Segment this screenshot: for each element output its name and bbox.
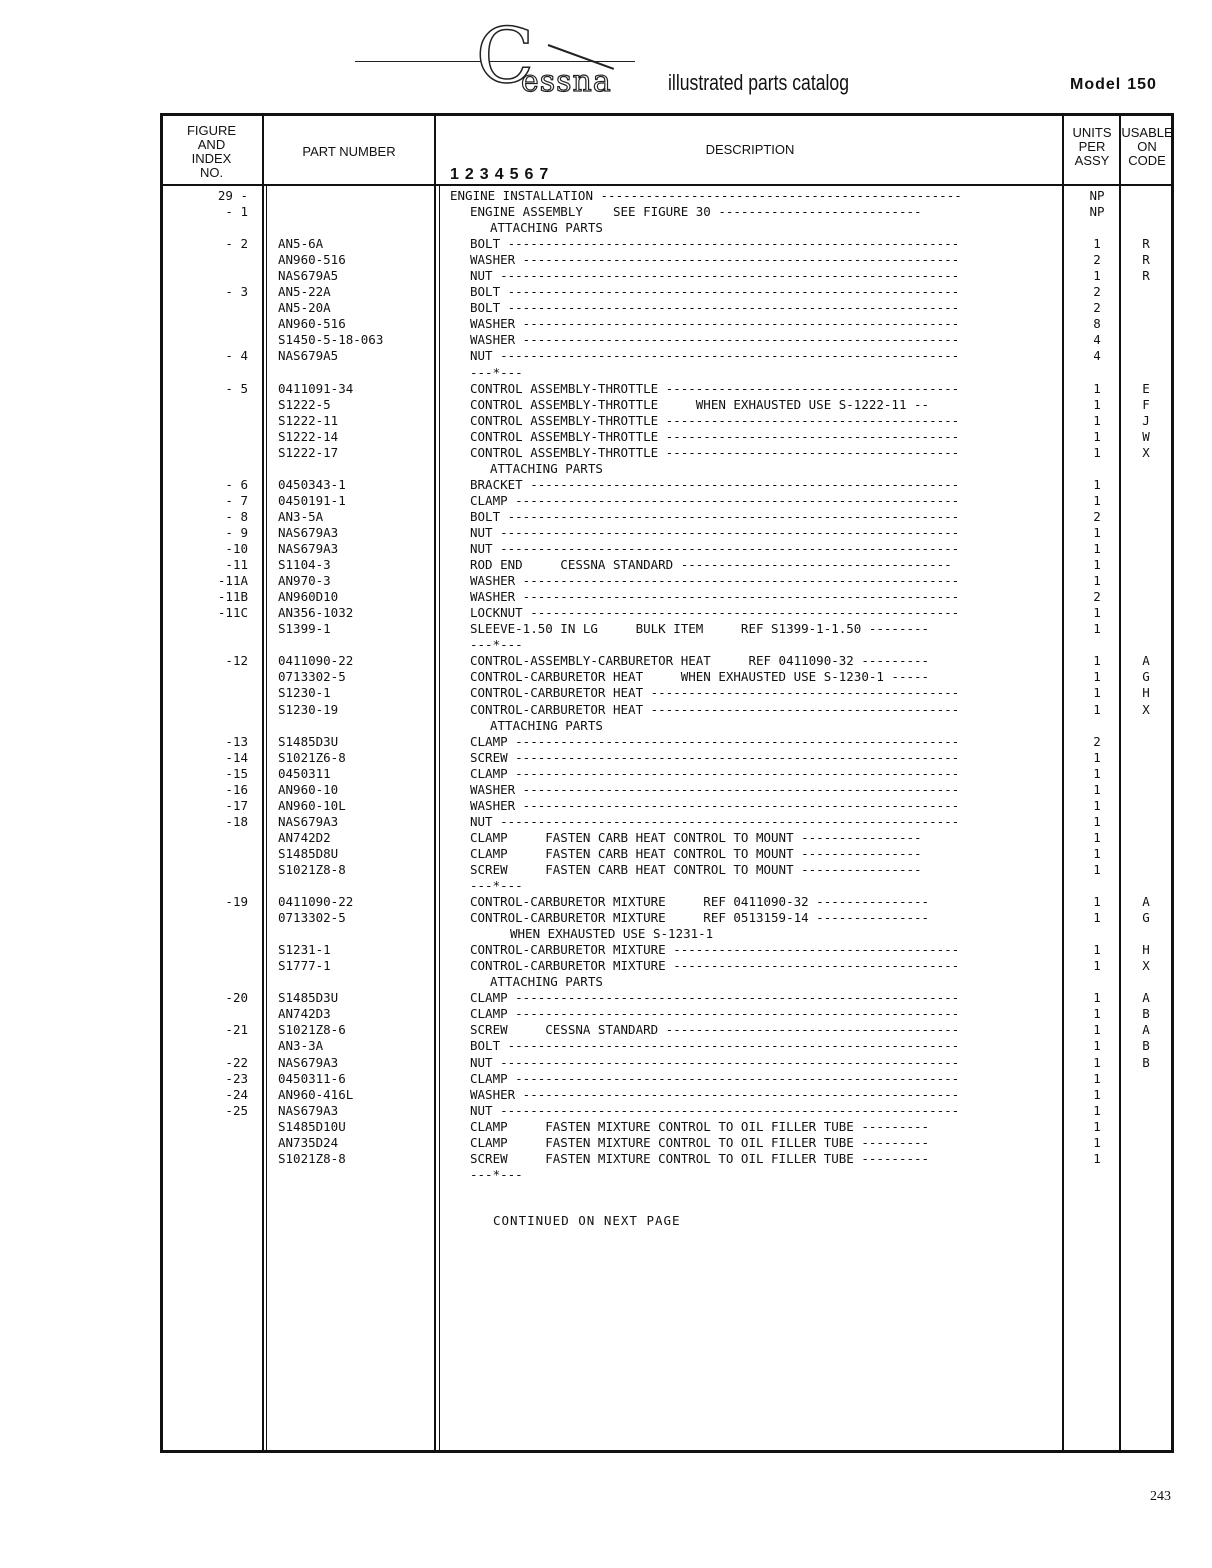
table-row	[160, 1151, 1174, 1167]
units-per-assy: 1	[1093, 1038, 1101, 1054]
part-description: ATTACHING PARTS	[490, 220, 603, 236]
part-description: CONTROL ASSEMBLY-THROTTLE ---------------------------------------	[470, 412, 960, 428]
index-number: - 2	[225, 236, 248, 252]
part-description: SLEEVE-1.50 IN LG BULK ITEM REF S1399-1-1.50 --------	[470, 621, 930, 637]
page-header	[0, 0, 1212, 110]
part-number: S1104-3	[278, 557, 331, 573]
units-per-assy: 1	[1093, 910, 1101, 926]
part-number: 0450343-1	[278, 476, 346, 492]
part-description: NUT -------------------------------------------------------------	[470, 268, 960, 284]
usable-on-code: A	[1142, 894, 1150, 910]
table-row	[160, 316, 1174, 332]
units-per-assy: 1	[1093, 653, 1101, 669]
index-number: -19	[225, 894, 248, 910]
model-label: Model 150	[1070, 76, 1157, 93]
table-row	[160, 685, 1174, 701]
units-per-assy: 1	[1093, 492, 1101, 508]
table-row	[160, 1038, 1174, 1054]
part-description: SCREW FASTEN MIXTURE CONTROL TO OIL FILLER TUBE ---------	[470, 1150, 930, 1166]
usable-on-code: H	[1142, 942, 1150, 958]
units-per-assy: 1	[1093, 797, 1101, 813]
part-number: S1230-1	[278, 685, 331, 701]
index-number: -15	[225, 765, 248, 781]
units-per-assy: 1	[1093, 765, 1101, 781]
units-per-assy: 1	[1093, 621, 1101, 637]
part-description: SCREW FASTEN CARB HEAT CONTROL TO MOUNT ----------------	[470, 861, 922, 877]
index-number: -20	[225, 990, 248, 1006]
part-number: AN3-3A	[278, 1038, 324, 1054]
part-description: CLAMP FASTEN CARB HEAT CONTROL TO MOUNT ----------------	[470, 829, 922, 845]
units-per-assy: 1	[1093, 701, 1101, 717]
table-row	[160, 268, 1174, 284]
part-number: 0411090-22	[278, 894, 354, 910]
part-number: AN5-22A	[278, 284, 331, 300]
units-per-assy: 2	[1093, 300, 1101, 316]
units-per-assy: 1	[1093, 444, 1101, 460]
parts-list	[160, 188, 1174, 1183]
part-description: WASHER ----------------------------------------------------------	[470, 316, 960, 332]
table-row	[160, 188, 1174, 204]
units-per-assy: 1	[1093, 428, 1101, 444]
part-description: CONTROL-CARBURETOR MIXTURE REF 0513159-14 ---------------	[470, 910, 930, 926]
usable-on-code: R	[1142, 268, 1150, 284]
part-number: 0411091-34	[278, 380, 354, 396]
table-row	[160, 525, 1174, 541]
part-number: AN742D3	[278, 1006, 331, 1022]
units-per-assy: 1	[1093, 1070, 1101, 1086]
units-per-assy: 1	[1093, 813, 1101, 829]
part-description: CONTROL ASSEMBLY-THROTTLE WHEN EXHAUSTED USE S-1222-11 --	[470, 396, 930, 412]
usable-on-code: G	[1142, 910, 1150, 926]
part-description: WASHER ----------------------------------------------------------	[470, 1086, 960, 1102]
units-per-assy: 1	[1093, 1022, 1101, 1038]
table-row	[160, 381, 1174, 397]
part-description: CONTROL-CARBURETOR MIXTURE --------------------------------------	[470, 958, 960, 974]
table-row	[160, 332, 1174, 348]
part-description: CLAMP -----------------------------------------------------------	[470, 1070, 960, 1086]
index-number: 29 -	[217, 188, 248, 203]
part-description: ---*---	[470, 364, 523, 380]
part-description: CONTROL-CARBURETOR MIXTURE --------------------------------------	[470, 942, 960, 958]
part-description: CONTROL ASSEMBLY-THROTTLE ---------------------------------------	[470, 380, 960, 396]
part-number: AN970-3	[278, 573, 331, 589]
part-number: AN960-516	[278, 252, 346, 268]
usable-on-code: A	[1142, 990, 1150, 1006]
part-number: AN5-6A	[278, 236, 324, 252]
units-per-assy: 1	[1093, 541, 1101, 557]
units-per-assy: 1	[1093, 1054, 1101, 1070]
table-row	[160, 669, 1174, 685]
table-row	[160, 1103, 1174, 1119]
usable-on-code: A	[1142, 653, 1150, 669]
part-description: CLAMP -----------------------------------------------------------	[470, 492, 960, 508]
units-per-assy: 1	[1093, 990, 1101, 1006]
units-per-assy: 1	[1093, 845, 1101, 861]
table-row	[160, 942, 1174, 958]
part-number: S1485D10U	[278, 1118, 346, 1134]
units-per-assy: 1	[1093, 380, 1101, 396]
table-row	[160, 798, 1174, 814]
table-row	[160, 974, 1174, 990]
part-number: NAS679A3	[278, 1054, 339, 1070]
part-number: NAS679A3	[278, 524, 339, 540]
units-per-assy: 8	[1093, 316, 1101, 332]
table-row	[160, 284, 1174, 300]
index-number: -11A	[217, 573, 248, 589]
usable-on-code: X	[1142, 444, 1150, 460]
part-number: S1021Z8-8	[278, 1150, 346, 1166]
table-row	[160, 204, 1174, 220]
table-row	[160, 653, 1174, 669]
units-per-assy: 1	[1093, 1150, 1101, 1166]
units-per-assy: 1	[1093, 958, 1101, 974]
part-number: NAS679A5	[278, 268, 339, 284]
usable-on-code: J	[1142, 412, 1150, 428]
part-number: S1485D8U	[278, 845, 339, 861]
part-description: NUT -------------------------------------------------------------	[470, 813, 960, 829]
table-row	[160, 300, 1174, 316]
units-per-assy: 1	[1093, 557, 1101, 573]
table-row	[160, 1055, 1174, 1071]
units-per-assy: 1	[1093, 1134, 1101, 1150]
units-per-assy: 1	[1093, 669, 1101, 685]
part-number: 0450311-6	[278, 1070, 346, 1086]
part-number: S1231-1	[278, 942, 331, 958]
part-description: LOCKNUT ---------------------------------------------------------	[470, 605, 960, 621]
index-number: - 3	[225, 284, 248, 300]
units-per-assy: 1	[1093, 1118, 1101, 1134]
part-number: 0450311	[278, 765, 331, 781]
usable-on-code: B	[1142, 1006, 1150, 1022]
index-number: -22	[225, 1054, 248, 1070]
part-description: CONTROL ASSEMBLY-THROTTLE ---------------------------------------	[470, 444, 960, 460]
part-description: CONTROL ASSEMBLY-THROTTLE ---------------------------------------	[470, 428, 960, 444]
index-number: - 9	[225, 524, 248, 540]
table-row	[160, 413, 1174, 429]
index-number: -11C	[217, 605, 248, 621]
index-number: - 8	[225, 508, 248, 524]
table-row	[160, 236, 1174, 252]
part-description: ATTACHING PARTS	[490, 717, 603, 733]
header-figure-index: FIGURE AND INDEX NO.	[186, 123, 237, 180]
index-number: -23	[225, 1070, 248, 1086]
table-row	[160, 637, 1174, 653]
catalog-title: illustrated parts catalog	[668, 70, 849, 95]
units-per-assy: 1	[1093, 412, 1101, 428]
table-row	[160, 750, 1174, 766]
header-usable-on-code: USABLE ON CODE	[1121, 125, 1173, 168]
usable-on-code: H	[1142, 685, 1150, 701]
table-row	[160, 429, 1174, 445]
index-number: -21	[225, 1022, 248, 1038]
table-row	[160, 365, 1174, 381]
units-per-assy: 1	[1093, 861, 1101, 877]
part-number: S1021Z8-8	[278, 861, 346, 877]
part-description: ---*---	[470, 637, 523, 653]
part-description: BOLT ------------------------------------------------------------	[470, 236, 960, 252]
units-per-assy: 2	[1093, 508, 1101, 524]
part-number: AN960-10L	[278, 797, 346, 813]
page-number: 243	[1150, 1489, 1171, 1504]
part-number: NAS679A3	[278, 1102, 339, 1118]
part-number: AN960-516	[278, 316, 346, 332]
part-number: AN735D24	[278, 1134, 339, 1150]
indent-level-digits: 1234567	[450, 166, 555, 183]
part-number: S1450-5-18-063	[278, 332, 384, 348]
index-number: -17	[225, 797, 248, 813]
usable-on-code: X	[1142, 958, 1150, 974]
part-description: SCREW CESSNA STANDARD ---------------------------------------	[470, 1022, 960, 1038]
part-description: NUT -------------------------------------------------------------	[470, 1102, 960, 1118]
index-number: -13	[225, 733, 248, 749]
index-number: -25	[225, 1102, 248, 1118]
part-description: CLAMP -----------------------------------------------------------	[470, 1006, 960, 1022]
part-number: S1021Z6-8	[278, 749, 346, 765]
units-per-assy: 1	[1093, 894, 1101, 910]
index-number: -24	[225, 1086, 248, 1102]
usable-on-code: B	[1142, 1054, 1150, 1070]
index-number: -14	[225, 749, 248, 765]
part-description: ---*---	[470, 1166, 523, 1182]
part-description: CLAMP FASTEN MIXTURE CONTROL TO OIL FILLER TUBE ---------	[470, 1134, 930, 1150]
units-per-assy: 1	[1093, 749, 1101, 765]
part-description: CONTROL-CARBURETOR MIXTURE REF 0411090-32 ---------------	[470, 894, 930, 910]
table-row	[160, 220, 1174, 236]
table-row	[160, 509, 1174, 525]
index-number: - 5	[225, 380, 248, 396]
part-description: ATTACHING PARTS	[490, 460, 603, 476]
part-number: S1222-14	[278, 428, 339, 444]
index-number: - 4	[225, 348, 248, 364]
part-number: S1021Z8-6	[278, 1022, 346, 1038]
table-row	[160, 621, 1174, 637]
index-number: -12	[225, 653, 248, 669]
part-number: AN356-1032	[278, 605, 354, 621]
units-per-assy: NP	[1089, 188, 1105, 203]
part-description: ENGINE ASSEMBLY SEE FIGURE 30 ---------------------------	[470, 204, 922, 220]
units-per-assy: 1	[1093, 781, 1101, 797]
table-row	[160, 1071, 1174, 1087]
part-description: ---*---	[470, 878, 523, 894]
table-row	[160, 1135, 1174, 1151]
part-description: BOLT ------------------------------------------------------------	[470, 508, 960, 524]
usable-on-code: W	[1142, 428, 1150, 444]
part-number: S1777-1	[278, 958, 331, 974]
usable-on-code: F	[1142, 396, 1150, 412]
table-row	[160, 541, 1174, 557]
units-per-assy: 1	[1093, 524, 1101, 540]
part-description: BOLT ------------------------------------------------------------	[470, 1038, 960, 1054]
part-number: 0713302-5	[278, 669, 346, 685]
part-description: CONTROL-CARBURETOR HEAT -----------------------------------------	[470, 701, 960, 717]
units-per-assy: 2	[1093, 733, 1101, 749]
part-description: CONTROL-CARBURETOR HEAT WHEN EXHAUSTED USE S-1230-1 -----	[470, 669, 930, 685]
index-number: - 1	[225, 204, 248, 220]
units-per-assy: 2	[1093, 252, 1101, 268]
table-row	[160, 846, 1174, 862]
part-description: WASHER ----------------------------------------------------------	[470, 332, 960, 348]
part-number: AN3-5A	[278, 508, 324, 524]
table-row	[160, 557, 1174, 573]
part-number: NAS679A5	[278, 348, 339, 364]
units-per-assy: 1	[1093, 236, 1101, 252]
table-row	[160, 990, 1174, 1006]
index-number: - 6	[225, 476, 248, 492]
index-number: - 7	[225, 492, 248, 508]
part-description: WASHER ----------------------------------------------------------	[470, 797, 960, 813]
table-row	[160, 1119, 1174, 1135]
table-row	[160, 766, 1174, 782]
part-number: S1222-17	[278, 444, 339, 460]
table-row	[160, 1022, 1174, 1038]
units-per-assy: 1	[1093, 1086, 1101, 1102]
table-row	[160, 477, 1174, 493]
part-description: SCREW -----------------------------------------------------------	[470, 749, 960, 765]
part-description: ATTACHING PARTS	[490, 974, 603, 990]
part-description: BRACKET ---------------------------------------------------------	[470, 476, 960, 492]
table-row	[160, 718, 1174, 734]
part-number: S1230-19	[278, 701, 339, 717]
table-row	[160, 1167, 1174, 1183]
usable-on-code: E	[1142, 380, 1150, 396]
part-number: AN742D2	[278, 829, 331, 845]
part-description: NUT -------------------------------------------------------------	[470, 1054, 960, 1070]
units-per-assy: 2	[1093, 284, 1101, 300]
header-divider	[160, 184, 1174, 186]
units-per-assy: 1	[1093, 1102, 1101, 1118]
part-description: ENGINE INSTALLATION ------------------------------------------------	[450, 188, 962, 203]
units-per-assy: 1	[1093, 829, 1101, 845]
part-description: CLAMP -----------------------------------------------------------	[470, 765, 960, 781]
units-per-assy: 1	[1093, 942, 1101, 958]
usable-on-code: B	[1142, 1038, 1150, 1054]
units-per-assy: NP	[1089, 204, 1105, 220]
part-number: S1485D3U	[278, 990, 339, 1006]
index-number: -18	[225, 813, 248, 829]
units-per-assy: 1	[1093, 573, 1101, 589]
units-per-assy: 1	[1093, 268, 1101, 284]
part-description: CONTROL-ASSEMBLY-CARBURETOR HEAT REF 0411090-32 ---------	[470, 653, 930, 669]
units-per-assy: 1	[1093, 396, 1101, 412]
part-number: S1399-1	[278, 621, 331, 637]
table-row	[160, 782, 1174, 798]
part-description: WASHER ----------------------------------------------------------	[470, 589, 960, 605]
units-per-assy: 4	[1093, 348, 1101, 364]
model-number: 150	[1127, 76, 1157, 93]
units-per-assy: 1	[1093, 1006, 1101, 1022]
cessna-logo-word: essna	[521, 64, 612, 99]
table-row	[160, 926, 1174, 942]
units-per-assy: 1	[1093, 605, 1101, 621]
part-number: NAS679A3	[278, 541, 339, 557]
part-description: CLAMP -----------------------------------------------------------	[470, 733, 960, 749]
table-row	[160, 445, 1174, 461]
units-per-assy: 1	[1093, 476, 1101, 492]
usable-on-code: X	[1142, 701, 1150, 717]
part-number: 0713302-5	[278, 910, 346, 926]
units-per-assy: 1	[1093, 685, 1101, 701]
part-number: S1485D3U	[278, 733, 339, 749]
part-description: NUT -------------------------------------------------------------	[470, 524, 960, 540]
part-description: CONTROL-CARBURETOR HEAT -----------------------------------------	[470, 685, 960, 701]
table-row	[160, 493, 1174, 509]
part-description: BOLT ------------------------------------------------------------	[470, 284, 960, 300]
table-row	[160, 910, 1174, 926]
part-description: WASHER ----------------------------------------------------------	[470, 573, 960, 589]
part-number: AN5-20A	[278, 300, 331, 316]
continued-note: CONTINUED ON NEXT PAGE	[493, 1213, 681, 1228]
header-units-per-assy: UNITS PER ASSY	[1072, 125, 1112, 168]
table-row	[160, 702, 1174, 718]
header-description: DESCRIPTION	[705, 142, 795, 157]
part-description: BOLT ------------------------------------------------------------	[470, 300, 960, 316]
index-number: -10	[225, 541, 248, 557]
part-number: AN960D10	[278, 589, 339, 605]
usable-on-code: R	[1142, 236, 1150, 252]
part-number: 0411090-22	[278, 653, 354, 669]
index-number: -11B	[217, 589, 248, 605]
part-number: NAS679A3	[278, 813, 339, 829]
part-number: AN960-416L	[278, 1086, 354, 1102]
part-description: NUT -------------------------------------------------------------	[470, 541, 960, 557]
part-description: CLAMP FASTEN CARB HEAT CONTROL TO MOUNT ----------------	[470, 845, 922, 861]
part-description: ROD END CESSNA STANDARD ------------------------------------	[470, 557, 952, 573]
header-part-number: PART NUMBER	[302, 144, 396, 159]
table-row	[160, 397, 1174, 413]
table-row	[160, 814, 1174, 830]
part-description: WASHER ----------------------------------------------------------	[470, 781, 960, 797]
table-row	[160, 1087, 1174, 1103]
part-number: S1222-11	[278, 412, 339, 428]
index-number: -16	[225, 781, 248, 797]
units-per-assy: 4	[1093, 332, 1101, 348]
part-number: S1222-5	[278, 396, 331, 412]
usable-on-code: G	[1142, 669, 1150, 685]
table-row	[160, 605, 1174, 621]
part-description: CLAMP FASTEN MIXTURE CONTROL TO OIL FILLER TUBE ---------	[470, 1118, 930, 1134]
part-number: AN960-10	[278, 781, 339, 797]
part-description: WASHER ----------------------------------------------------------	[470, 252, 960, 268]
table-row	[160, 830, 1174, 846]
part-description: NUT -------------------------------------------------------------	[470, 348, 960, 364]
table-row	[160, 573, 1174, 589]
table-row	[160, 348, 1174, 364]
table-row	[160, 461, 1174, 477]
table-row	[160, 252, 1174, 268]
table-row	[160, 1006, 1174, 1022]
usable-on-code: R	[1142, 252, 1150, 268]
table-row	[160, 894, 1174, 910]
part-description: CLAMP -----------------------------------------------------------	[470, 990, 960, 1006]
cessna-logo-initial: C	[476, 11, 535, 100]
units-per-assy: 2	[1093, 589, 1101, 605]
index-number: -11	[225, 557, 248, 573]
table-row	[160, 958, 1174, 974]
table-row	[160, 878, 1174, 894]
table-row	[160, 589, 1174, 605]
table-row	[160, 734, 1174, 750]
table-row	[160, 862, 1174, 878]
usable-on-code: A	[1142, 1022, 1150, 1038]
part-number: 0450191-1	[278, 492, 346, 508]
part-description: WHEN EXHAUSTED USE S-1231-1	[510, 926, 714, 942]
